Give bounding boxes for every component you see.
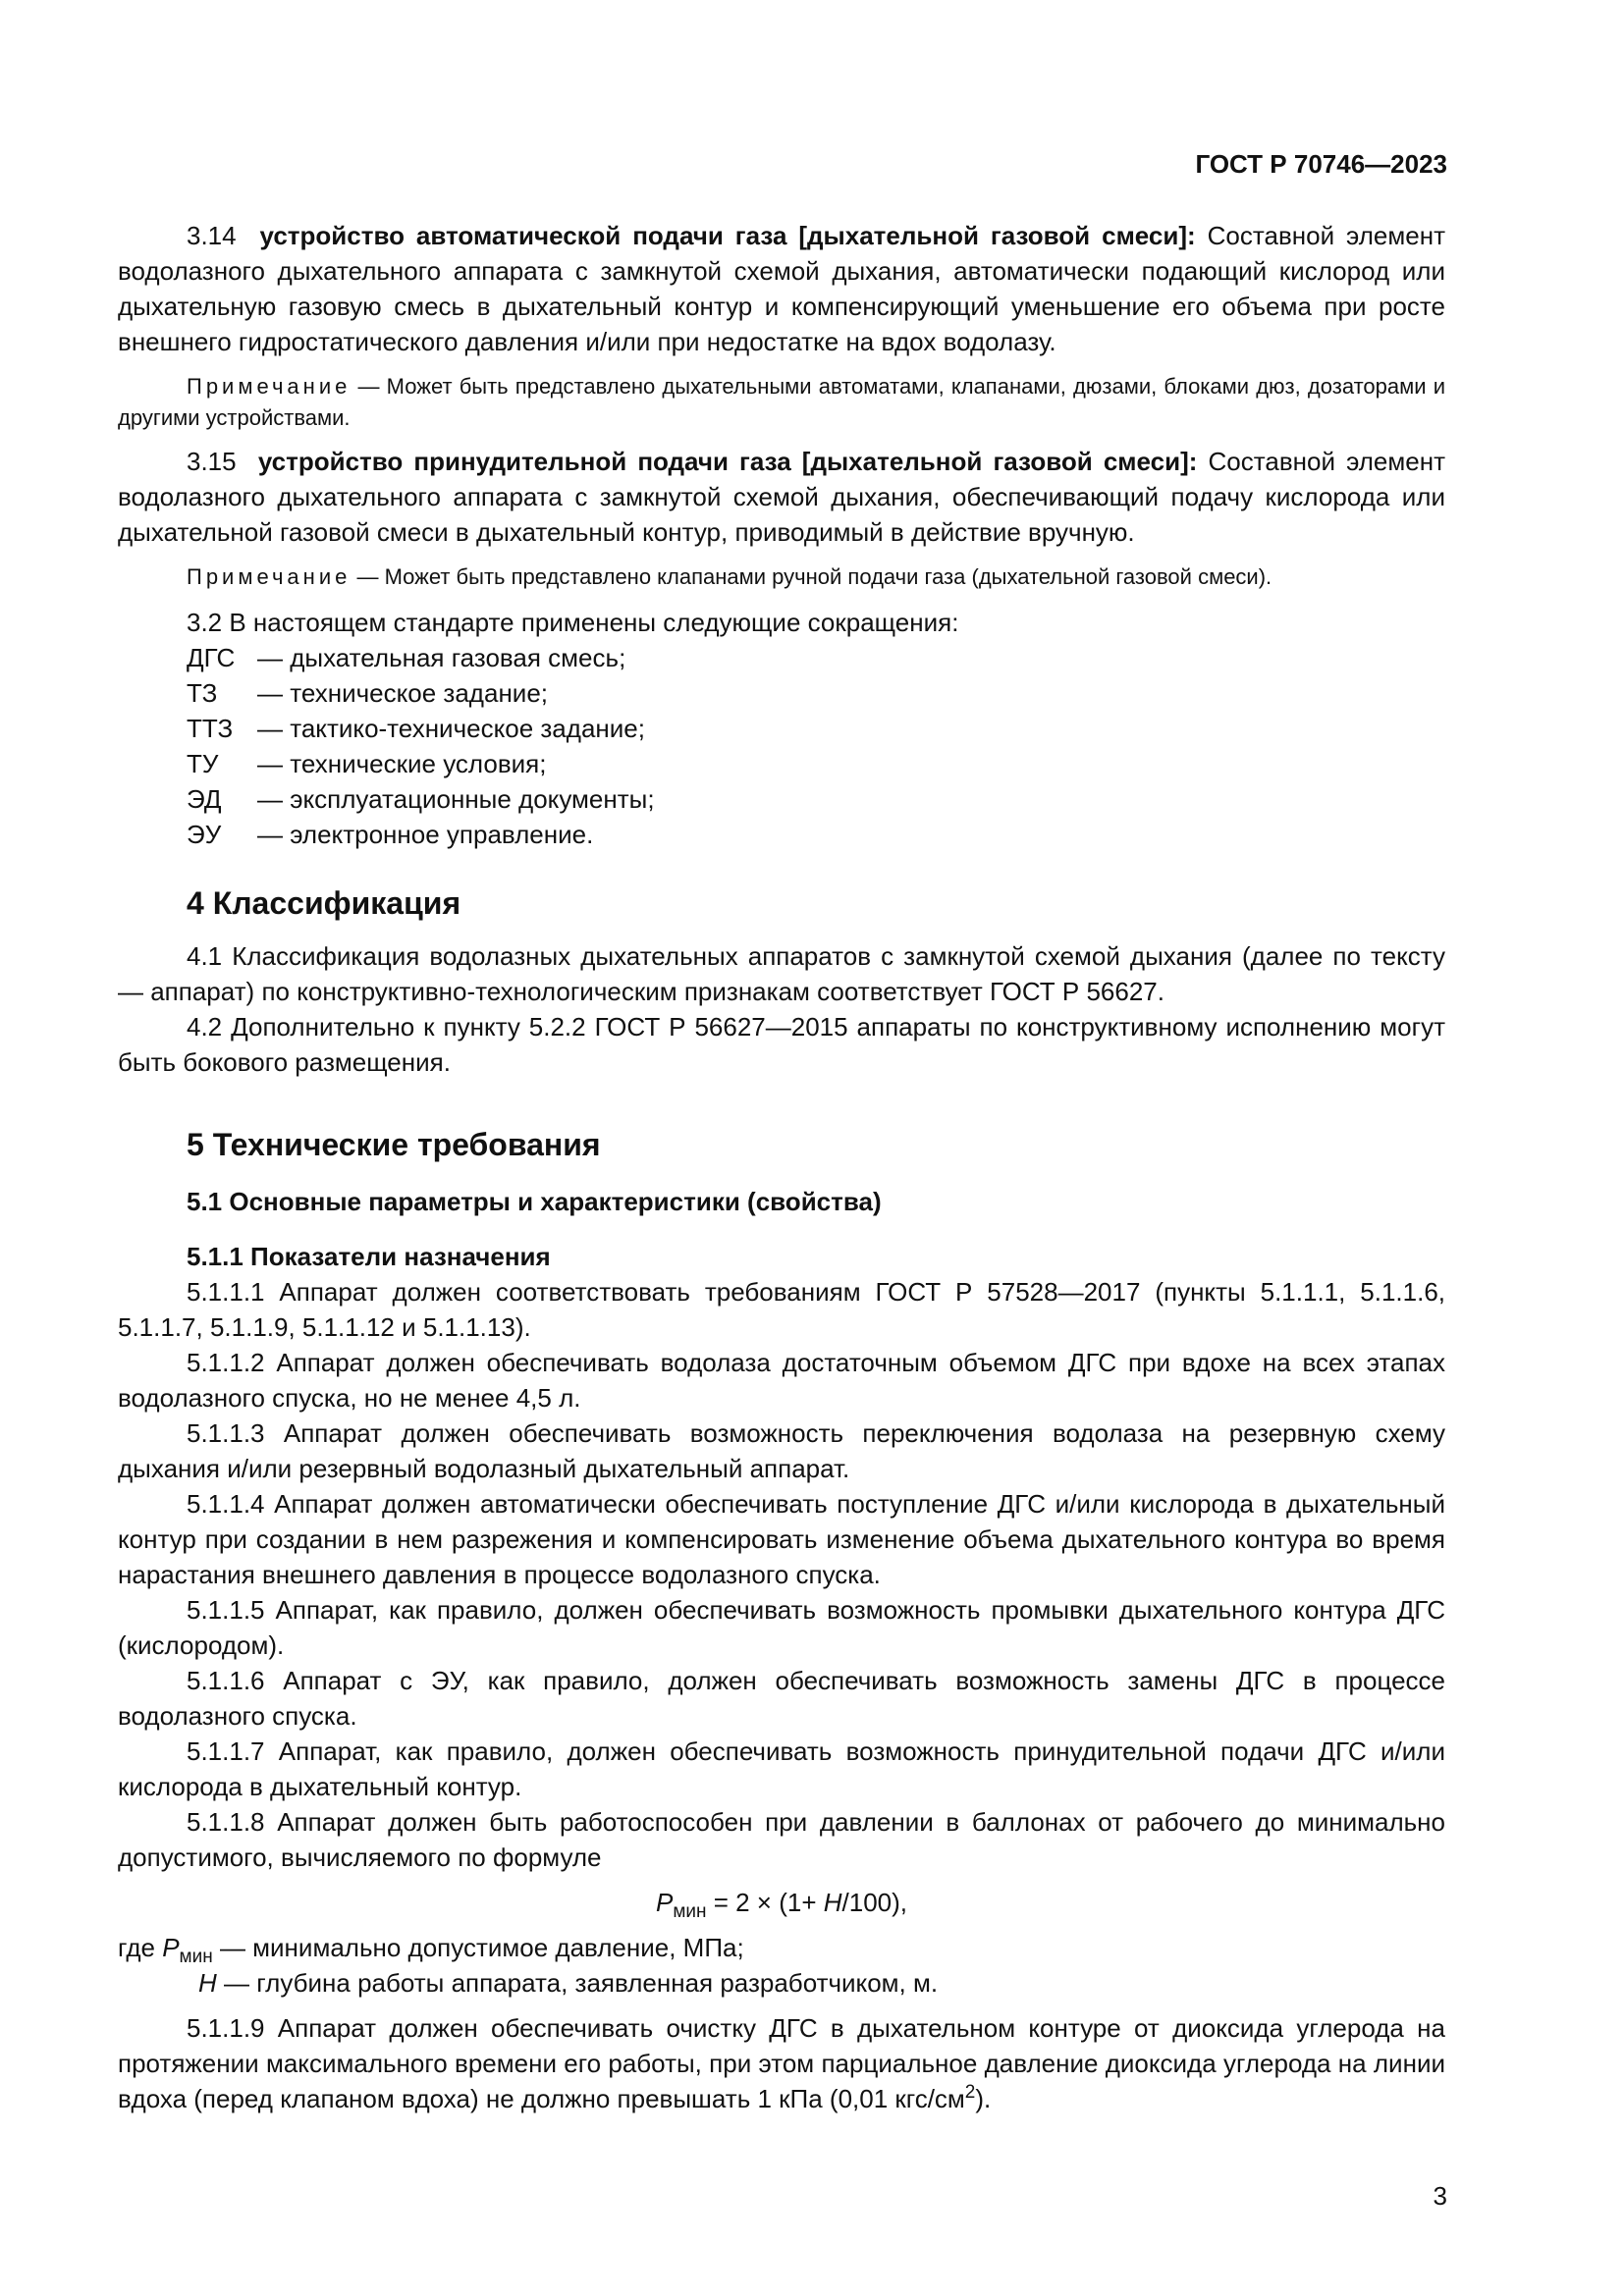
- paragraph: 5.1.1.7 Аппарат, как правило, должен обеспечивать возможность принудительной подачи ДГС и/или кислорода в дыхательный контур.: [118, 1736, 1445, 1801]
- paragraph: 5.1.1.3 Аппарат должен обеспечивать возможность переключения водолаза на резервную схему дыхания и/или резервный водолазный дыхательный аппарат.: [118, 1418, 1445, 1483]
- subsection-5-1-title: 5.1 Основные параметры и характеристики (свойства): [187, 1187, 882, 1216]
- abbreviation-item: ЭУ — электронное управление.: [187, 820, 594, 849]
- paragraph: 5.1.1.6 Аппарат с ЭУ, как правило, должен обеспечивать возможность замены ДГС в процессе водолазного спуска.: [118, 1666, 1445, 1731]
- abbreviations-intro: 3.2 В настоящем стандарте применены следующие сокращения:: [187, 608, 959, 637]
- paragraph: 5.1.1.9 Аппарат должен обеспечивать очистку ДГС в дыхательном контуре от диоксида углерода на протяжении максимального времени его работы, при этом парциальное давление диоксида углерода на линии вдоха (перед клапаном вдоха) не должно превышать 1 кПа (0,01 кгс/$см^2$).: [118, 2013, 1445, 2113]
- paragraph: 5.1.1.4 Аппарат должен автоматически обеспечивать поступление ДГС и/или кислорода в дыхательный контур при создании в нем разрежения и компенсировать изменение объема дыхательного контура во время нарастания внешнего давления в процессе водолазного спуска.: [118, 1489, 1445, 1589]
- section-5-title: 5 Технические требования: [187, 1127, 601, 1162]
- abbreviation-item: ТУ — технические условия;: [187, 749, 547, 778]
- definition-3-15: 3.15 устройство принудительной подачи газа [дыхательной газовой смеси]: Составной элемент водолазного дыхательного аппарата с замкнутой схемой дыхания, обеспечивающий подачу кислорода или дыхательной газовой смеси в дыхательный контур, приводимый в действие вручную.: [118, 447, 1445, 547]
- document-code-header: ГОСТ Р 70746—2023: [1195, 149, 1447, 179]
- section-4-title: 4 Классификация: [187, 885, 461, 921]
- note: Примечание — Может быть представлено дыхательными автоматами, клапанами, дюзами, блоками дюз, дозаторами и другими устройствами.: [118, 374, 1445, 430]
- paragraph: 5.1.1.1 Аппарат должен соответствовать требованиям ГОСТ Р 57528—2017 (пункты 5.1.1.1, 5.1.1.6, 5.1.1.7, 5.1.1.9, 5.1.1.12 и 5.1.1.13).: [118, 1277, 1445, 1342]
- definition-3-14: 3.14 устройство автоматической подачи газа [дыхательной газовой смеси]: Составной элемент водолазного дыхательного аппарата с замкнутой схемой дыхания, автоматически подающий кислород или дыхательную газовую смесь в дыхательный контур и компенсирующий уменьшение его объема при росте внешнего гидростатического давления и/или при недостатке на вдох водолазу.: [118, 221, 1445, 356]
- note: Примечание — Может быть представлено клапанами ручной подачи газа (дыхательной газовой смеси).: [187, 564, 1272, 589]
- formula-legend: [118, 1930, 1445, 2001]
- abbreviation-item: ДГС — дыхательная газовая смесь;: [187, 643, 626, 672]
- paragraph: 5.1.1.2 Аппарат должен обеспечивать водолаза достаточным объемом ДГС при вдохе на всех этапах водолазного спуска, но не менее 4,5 л.: [118, 1348, 1445, 1413]
- paragraph: 4.2 Дополнительно к пункту 5.2.2 ГОСТ Р 56627—2015 аппараты по конструктивному исполнению могут быть бокового размещения.: [118, 1012, 1445, 1077]
- page-number: 3: [1433, 2181, 1447, 2211]
- document-body: [118, 218, 1445, 2116]
- paragraph: 5.1.1.5 Аппарат, как правило, должен обеспечивать возможность промывки дыхательного контура ДГС (кислородом).: [118, 1595, 1445, 1660]
- abbreviation-item: ТЗ — техническое задание;: [187, 678, 549, 708]
- abbreviation-item: ТТЗ — тактико-техническое задание;: [187, 714, 645, 743]
- subsection-5-1-1-title: 5.1.1 Показатели назначения: [187, 1242, 551, 1271]
- formula: $P_{мин} = 2 \times (1+ H/100)$,: [655, 1888, 908, 1922]
- term: устройство автоматической подачи газа [дыхательной газовой смеси]:: [259, 221, 1196, 250]
- paragraph: 4.1 Классификация водолазных дыхательных аппаратов с замкнутой схемой дыхания (далее по тексту — аппарат) по конструктивно-технологическим признакам соответствует ГОСТ Р 56627.: [118, 941, 1445, 1006]
- legend-line: H — глубина работы аппарата, заявленная разработчиком, м.: [198, 1968, 939, 1998]
- legend-line: где $P_{мин}$ — минимально допустимое давление, МПа;: [118, 1933, 744, 1967]
- paragraph: 5.1.1.8 Аппарат должен быть работоспособен при давлении в баллонах от рабочего до минимально допустимого, вычисляемого по формуле: [118, 1807, 1445, 1872]
- abbreviation-item: ЭД — эксплуатационные документы;: [187, 784, 655, 814]
- term: устройство принудительной подачи газа [дыхательной газовой смеси]:: [257, 447, 1198, 476]
